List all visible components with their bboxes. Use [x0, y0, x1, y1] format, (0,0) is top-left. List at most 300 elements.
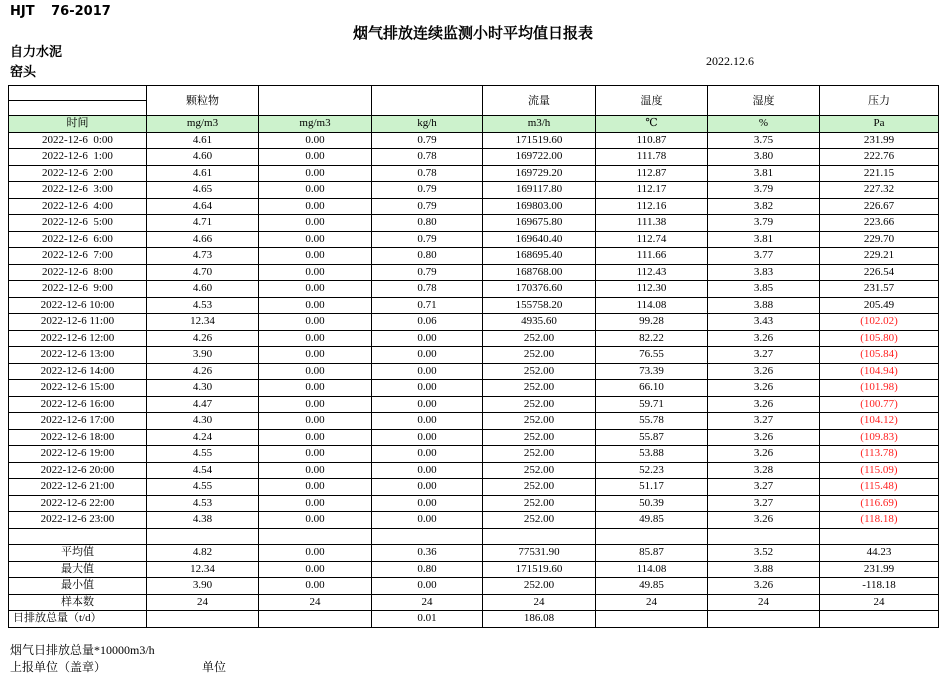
cell-flow: 77531.90	[483, 545, 596, 562]
cell-temperature: 111.38	[596, 215, 708, 232]
cell-temperature: 112.30	[596, 281, 708, 298]
cell-pressure: 229.21	[820, 248, 939, 265]
unit-flow: m3/h	[483, 116, 596, 133]
spacer-row	[9, 528, 939, 545]
cell-humidity: 24	[708, 594, 820, 611]
summary-row	[9, 578, 939, 595]
cell-flow: 4935.60	[483, 314, 596, 331]
cell-pollutant-kgh: 0.00	[372, 330, 483, 347]
cell-time: 样本数	[9, 594, 147, 611]
cell-flow: 24	[483, 594, 596, 611]
cell-flow: 186.08	[483, 611, 596, 628]
cell-pm-mgm3: 3.90	[147, 578, 259, 595]
unit-temperature: ℃	[596, 116, 708, 133]
cell-temperature: 24	[596, 594, 708, 611]
pollutant-header-row	[9, 86, 939, 101]
cell-humidity: 3.79	[708, 215, 820, 232]
hour-data-row	[9, 429, 939, 446]
cell-pollutant-kgh: 0.01	[372, 611, 483, 628]
hour-data-row	[9, 297, 939, 314]
hour-data-row	[9, 347, 939, 364]
cell-temperature: 50.39	[596, 495, 708, 512]
cell-humidity: 3.85	[708, 281, 820, 298]
cell-pm-mgm3: 4.73	[147, 248, 259, 265]
cell-pollutant2-mgm3: 0.00	[259, 165, 372, 182]
cell-temperature: 112.43	[596, 264, 708, 281]
cell-pm-mgm3: 4.71	[147, 215, 259, 232]
cell-pollutant2-mgm3: 0.00	[259, 363, 372, 380]
cell-humidity: 3.26	[708, 396, 820, 413]
cell-flow: 169803.00	[483, 198, 596, 215]
header-pollutant-pm: 颗粒物	[147, 86, 259, 116]
hour-data-row	[9, 330, 939, 347]
cell-pm-mgm3: 4.61	[147, 165, 259, 182]
cell-pm-mgm3: 4.70	[147, 264, 259, 281]
hour-data-row	[9, 248, 939, 265]
cell-pollutant-kgh: 0.80	[372, 215, 483, 232]
cell-pollutant-kgh: 0.79	[372, 132, 483, 149]
header-time-label: 时间	[9, 116, 147, 133]
unit-pressure: Pa	[820, 116, 939, 133]
summary-row	[9, 545, 939, 562]
cell-pollutant-kgh	[372, 528, 483, 545]
cell-flow: 171519.60	[483, 561, 596, 578]
cell-pollutant-kgh: 0.79	[372, 231, 483, 248]
hour-data-row	[9, 215, 939, 232]
cell-time: 最大值	[9, 561, 147, 578]
cell-pollutant-kgh: 0.00	[372, 462, 483, 479]
cell-pressure: -118.18	[820, 578, 939, 595]
cell-humidity	[708, 611, 820, 628]
cell-temperature: 111.66	[596, 248, 708, 265]
cell-flow: 252.00	[483, 479, 596, 496]
cell-pollutant-kgh: 0.00	[372, 495, 483, 512]
hour-data-row	[9, 479, 939, 496]
cell-pollutant-kgh: 0.78	[372, 281, 483, 298]
cell-time: 2022-12-6 0:00	[9, 132, 147, 149]
cell-pollutant2-mgm3: 0.00	[259, 578, 372, 595]
cell-flow: 252.00	[483, 429, 596, 446]
cell-pm-mgm3: 4.66	[147, 231, 259, 248]
header-pollutant-3	[372, 86, 483, 116]
cell-time: 2022-12-6 5:00	[9, 215, 147, 232]
cell-pressure: 227.32	[820, 182, 939, 199]
cell-temperature: 111.78	[596, 149, 708, 166]
cell-flow: 252.00	[483, 380, 596, 397]
cell-pm-mgm3: 4.60	[147, 149, 259, 166]
unit-humidity: %	[708, 116, 820, 133]
cell-time: 2022-12-6 15:00	[9, 380, 147, 397]
header-pollutant-2	[259, 86, 372, 116]
cell-flow: 252.00	[483, 347, 596, 364]
hour-data-row	[9, 165, 939, 182]
header-pressure: 压力	[820, 86, 939, 116]
cell-time: 2022-12-6 23:00	[9, 512, 147, 529]
cell-pm-mgm3: 4.82	[147, 545, 259, 562]
cell-flow: 169640.40	[483, 231, 596, 248]
cell-pollutant2-mgm3: 0.00	[259, 561, 372, 578]
cell-pollutant2-mgm3: 24	[259, 594, 372, 611]
cell-pm-mgm3: 3.90	[147, 347, 259, 364]
cell-time: 2022-12-6 6:00	[9, 231, 147, 248]
hour-data-row	[9, 264, 939, 281]
cell-time: 2022-12-6 8:00	[9, 264, 147, 281]
standard-code: HJT 76-2017	[10, 4, 111, 19]
unit-col3: mg/m3	[259, 116, 372, 133]
cell-pollutant-kgh: 0.80	[372, 561, 483, 578]
cell-pressure: (105.80)	[820, 330, 939, 347]
cell-flow: 252.00	[483, 495, 596, 512]
cell-pm-mgm3: 4.38	[147, 512, 259, 529]
cell-pollutant2-mgm3: 0.00	[259, 429, 372, 446]
cell-time: 2022-12-6 11:00	[9, 314, 147, 331]
cell-pressure: (101.98)	[820, 380, 939, 397]
hour-data-row	[9, 446, 939, 463]
hour-data-row	[9, 132, 939, 149]
cell-pressure: 221.15	[820, 165, 939, 182]
cell-pollutant-kgh: 0.80	[372, 248, 483, 265]
cell-pressure: (113.78)	[820, 446, 939, 463]
cell-flow: 252.00	[483, 413, 596, 430]
cell-humidity: 3.75	[708, 132, 820, 149]
cell-pm-mgm3	[147, 528, 259, 545]
cell-pressure: (109.83)	[820, 429, 939, 446]
cell-flow: 171519.60	[483, 132, 596, 149]
cell-pollutant-kgh: 0.36	[372, 545, 483, 562]
hour-data-row	[9, 396, 939, 413]
cell-humidity: 3.28	[708, 462, 820, 479]
cell-pollutant-kgh: 0.00	[372, 578, 483, 595]
cell-time: 2022-12-6 14:00	[9, 363, 147, 380]
header-flow: 流量	[483, 86, 596, 116]
cell-time: 最小值	[9, 578, 147, 595]
cell-temperature: 112.17	[596, 182, 708, 199]
cell-flow: 169729.20	[483, 165, 596, 182]
cell-temperature: 55.87	[596, 429, 708, 446]
cell-pm-mgm3: 4.55	[147, 479, 259, 496]
cell-pollutant-kgh: 0.71	[372, 297, 483, 314]
cell-flow: 252.00	[483, 363, 596, 380]
monitor-point: 窑头	[10, 64, 37, 79]
cell-humidity: 3.26	[708, 578, 820, 595]
cell-pm-mgm3: 4.60	[147, 281, 259, 298]
cell-pressure: (116.69)	[820, 495, 939, 512]
cell-flow: 168768.00	[483, 264, 596, 281]
cell-pollutant2-mgm3: 0.00	[259, 182, 372, 199]
cell-pollutant2-mgm3	[259, 528, 372, 545]
cell-temperature: 53.88	[596, 446, 708, 463]
cell-humidity: 3.43	[708, 314, 820, 331]
cell-pollutant-kgh: 0.00	[372, 396, 483, 413]
cell-temperature: 114.08	[596, 297, 708, 314]
cell-humidity: 3.82	[708, 198, 820, 215]
cell-pm-mgm3: 4.61	[147, 132, 259, 149]
header-time-blank-top	[9, 86, 147, 101]
hour-data-row	[9, 314, 939, 331]
cell-temperature: 66.10	[596, 380, 708, 397]
cell-pollutant2-mgm3: 0.00	[259, 264, 372, 281]
cell-time: 2022-12-6 1:00	[9, 149, 147, 166]
cell-pressure: 231.99	[820, 132, 939, 149]
cell-pressure: (115.48)	[820, 479, 939, 496]
cell-pm-mgm3: 4.53	[147, 495, 259, 512]
cell-temperature	[596, 528, 708, 545]
cell-pressure: 231.99	[820, 561, 939, 578]
cell-time: 2022-12-6 22:00	[9, 495, 147, 512]
cell-flow: 170376.60	[483, 281, 596, 298]
cell-pm-mgm3: 4.55	[147, 446, 259, 463]
cell-humidity: 3.88	[708, 297, 820, 314]
hour-data-row	[9, 380, 939, 397]
cell-flow: 155758.20	[483, 297, 596, 314]
cell-pressure: (105.84)	[820, 347, 939, 364]
cell-pm-mgm3: 24	[147, 594, 259, 611]
cell-humidity: 3.26	[708, 380, 820, 397]
cell-pressure: (118.18)	[820, 512, 939, 529]
cell-temperature: 59.71	[596, 396, 708, 413]
unit-col4: kg/h	[372, 116, 483, 133]
cell-pm-mgm3: 4.64	[147, 198, 259, 215]
summary-row	[9, 561, 939, 578]
cell-humidity: 3.26	[708, 429, 820, 446]
cell-pollutant2-mgm3: 0.00	[259, 314, 372, 331]
cell-humidity: 3.27	[708, 347, 820, 364]
cell-pressure: (104.94)	[820, 363, 939, 380]
unit-header-row	[9, 116, 939, 133]
cell-humidity: 3.27	[708, 413, 820, 430]
cell-pollutant-kgh: 0.00	[372, 363, 483, 380]
cell-pressure: 222.76	[820, 149, 939, 166]
cell-temperature: 76.55	[596, 347, 708, 364]
cell-temperature: 112.74	[596, 231, 708, 248]
cell-pollutant-kgh: 0.00	[372, 512, 483, 529]
cell-pollutant2-mgm3: 0.00	[259, 446, 372, 463]
cell-time: 2022-12-6 10:00	[9, 297, 147, 314]
flow-total-note: 烟气日排放总量*10000m3/h	[10, 642, 155, 657]
cell-pressure: 205.49	[820, 297, 939, 314]
cell-temperature: 112.16	[596, 198, 708, 215]
cell-pollutant2-mgm3: 0.00	[259, 281, 372, 298]
cell-pressure: (100.77)	[820, 396, 939, 413]
cell-pollutant2-mgm3: 0.00	[259, 149, 372, 166]
cell-pollutant-kgh: 0.00	[372, 446, 483, 463]
cell-pm-mgm3: 4.26	[147, 330, 259, 347]
unit-label: 单位	[202, 659, 227, 674]
cell-flow: 169117.80	[483, 182, 596, 199]
cell-pollutant-kgh: 0.79	[372, 198, 483, 215]
table-body	[9, 132, 939, 627]
cell-pressure	[820, 611, 939, 628]
report-unit-label: 上报单位（盖章）	[10, 659, 107, 674]
cell-pressure: (102.02)	[820, 314, 939, 331]
cell-temperature: 110.87	[596, 132, 708, 149]
cell-temperature: 51.17	[596, 479, 708, 496]
cell-pollutant2-mgm3: 0.00	[259, 248, 372, 265]
report-footer	[10, 642, 946, 676]
cell-time: 2022-12-6 13:00	[9, 347, 147, 364]
summary-row	[9, 611, 939, 628]
cell-temperature: 112.87	[596, 165, 708, 182]
report-header	[0, 0, 946, 85]
cell-pollutant2-mgm3: 0.00	[259, 495, 372, 512]
cell-humidity: 3.83	[708, 264, 820, 281]
cell-humidity: 3.52	[708, 545, 820, 562]
cell-pm-mgm3	[147, 611, 259, 628]
cell-humidity: 3.27	[708, 479, 820, 496]
cell-pm-mgm3: 4.65	[147, 182, 259, 199]
cell-temperature: 85.87	[596, 545, 708, 562]
cell-time: 2022-12-6 3:00	[9, 182, 147, 199]
cell-flow: 169675.80	[483, 215, 596, 232]
hour-data-row	[9, 495, 939, 512]
cell-pm-mgm3: 4.26	[147, 363, 259, 380]
cell-pressure: 226.54	[820, 264, 939, 281]
hour-data-row	[9, 231, 939, 248]
cell-time: 2022-12-6 17:00	[9, 413, 147, 430]
cell-pm-mgm3: 4.54	[147, 462, 259, 479]
report-date: 2022.12.6	[706, 54, 754, 68]
cell-temperature	[596, 611, 708, 628]
cell-pollutant2-mgm3: 0.00	[259, 215, 372, 232]
cell-pollutant2-mgm3: 0.00	[259, 330, 372, 347]
cell-pm-mgm3: 12.34	[147, 561, 259, 578]
header-humidity: 湿度	[708, 86, 820, 116]
cell-temperature: 52.23	[596, 462, 708, 479]
cell-humidity: 3.88	[708, 561, 820, 578]
cell-pollutant-kgh: 0.00	[372, 380, 483, 397]
hour-data-row	[9, 413, 939, 430]
cell-humidity: 3.27	[708, 495, 820, 512]
unit-pm: mg/m3	[147, 116, 259, 133]
cell-humidity	[708, 528, 820, 545]
header-time-blank-bottom	[9, 101, 147, 116]
hour-data-row	[9, 149, 939, 166]
cell-pressure: 229.70	[820, 231, 939, 248]
cell-flow: 252.00	[483, 396, 596, 413]
cell-humidity: 3.81	[708, 165, 820, 182]
cell-time: 2022-12-6 7:00	[9, 248, 147, 265]
cell-humidity: 3.81	[708, 231, 820, 248]
cell-time: 2022-12-6 9:00	[9, 281, 147, 298]
summary-row	[9, 594, 939, 611]
cell-time: 2022-12-6 12:00	[9, 330, 147, 347]
cell-pm-mgm3: 4.30	[147, 413, 259, 430]
cell-pollutant2-mgm3: 0.00	[259, 413, 372, 430]
cell-humidity: 3.77	[708, 248, 820, 265]
cell-pressure: 231.57	[820, 281, 939, 298]
cell-flow: 169722.00	[483, 149, 596, 166]
cell-humidity: 3.79	[708, 182, 820, 199]
header-temperature: 温度	[596, 86, 708, 116]
cell-pollutant-kgh: 0.79	[372, 264, 483, 281]
cell-flow: 252.00	[483, 446, 596, 463]
cell-time: 2022-12-6 20:00	[9, 462, 147, 479]
cell-pollutant-kgh: 0.79	[372, 182, 483, 199]
cell-pollutant2-mgm3: 0.00	[259, 297, 372, 314]
cell-time: 2022-12-6 2:00	[9, 165, 147, 182]
cell-pollutant-kgh: 0.00	[372, 413, 483, 430]
cell-temperature: 49.85	[596, 578, 708, 595]
cell-time: 平均值	[9, 545, 147, 562]
cell-temperature: 114.08	[596, 561, 708, 578]
cell-humidity: 3.26	[708, 330, 820, 347]
hour-data-row	[9, 281, 939, 298]
cell-pm-mgm3: 4.24	[147, 429, 259, 446]
cell-pollutant2-mgm3: 0.00	[259, 132, 372, 149]
cell-pollutant-kgh: 24	[372, 594, 483, 611]
cell-humidity: 3.26	[708, 363, 820, 380]
emission-report-table	[8, 85, 939, 628]
cell-pollutant2-mgm3: 0.00	[259, 198, 372, 215]
cell-pollutant-kgh: 0.78	[372, 149, 483, 166]
hour-data-row	[9, 363, 939, 380]
cell-flow: 168695.40	[483, 248, 596, 265]
cell-pressure: (115.09)	[820, 462, 939, 479]
cell-flow: 252.00	[483, 578, 596, 595]
company-name: 自力水泥	[10, 44, 63, 59]
hour-data-row	[9, 182, 939, 199]
cell-pollutant2-mgm3: 0.00	[259, 380, 372, 397]
cell-pressure: (104.12)	[820, 413, 939, 430]
cell-pollutant2-mgm3: 0.00	[259, 396, 372, 413]
hour-data-row	[9, 198, 939, 215]
cell-time: 2022-12-6 4:00	[9, 198, 147, 215]
cell-pollutant-kgh: 0.06	[372, 314, 483, 331]
cell-humidity: 3.26	[708, 446, 820, 463]
cell-flow: 252.00	[483, 330, 596, 347]
cell-pressure: 44.23	[820, 545, 939, 562]
cell-pollutant-kgh: 0.00	[372, 347, 483, 364]
cell-time	[9, 528, 147, 545]
cell-pollutant2-mgm3	[259, 611, 372, 628]
cell-pollutant2-mgm3: 0.00	[259, 512, 372, 529]
cell-time: 2022-12-6 19:00	[9, 446, 147, 463]
cell-pressure: 226.67	[820, 198, 939, 215]
cell-humidity: 3.26	[708, 512, 820, 529]
cell-pm-mgm3: 12.34	[147, 314, 259, 331]
hour-data-row	[9, 462, 939, 479]
cell-pollutant2-mgm3: 0.00	[259, 347, 372, 364]
cell-humidity: 3.80	[708, 149, 820, 166]
cell-pm-mgm3: 4.47	[147, 396, 259, 413]
cell-pollutant2-mgm3: 0.00	[259, 231, 372, 248]
cell-flow	[483, 528, 596, 545]
cell-flow: 252.00	[483, 462, 596, 479]
cell-time: 2022-12-6 18:00	[9, 429, 147, 446]
cell-time: 2022-12-6 16:00	[9, 396, 147, 413]
report-title: 烟气排放连续监测小时平均值日报表	[352, 26, 593, 42]
cell-pressure: 24	[820, 594, 939, 611]
cell-pollutant-kgh: 0.00	[372, 429, 483, 446]
cell-pollutant2-mgm3: 0.00	[259, 479, 372, 496]
cell-pollutant-kgh: 0.78	[372, 165, 483, 182]
cell-temperature: 99.28	[596, 314, 708, 331]
cell-pm-mgm3: 4.30	[147, 380, 259, 397]
cell-temperature: 49.85	[596, 512, 708, 529]
cell-time: 2022-12-6 21:00	[9, 479, 147, 496]
cell-flow: 252.00	[483, 512, 596, 529]
cell-pressure	[820, 528, 939, 545]
cell-pollutant-kgh: 0.00	[372, 479, 483, 496]
cell-time: 日排放总量（t/d）	[9, 611, 147, 628]
cell-temperature: 82.22	[596, 330, 708, 347]
cell-temperature: 55.78	[596, 413, 708, 430]
cell-pressure: 223.66	[820, 215, 939, 232]
hour-data-row	[9, 512, 939, 529]
cell-temperature: 73.39	[596, 363, 708, 380]
cell-pollutant2-mgm3: 0.00	[259, 462, 372, 479]
cell-pollutant2-mgm3: 0.00	[259, 545, 372, 562]
